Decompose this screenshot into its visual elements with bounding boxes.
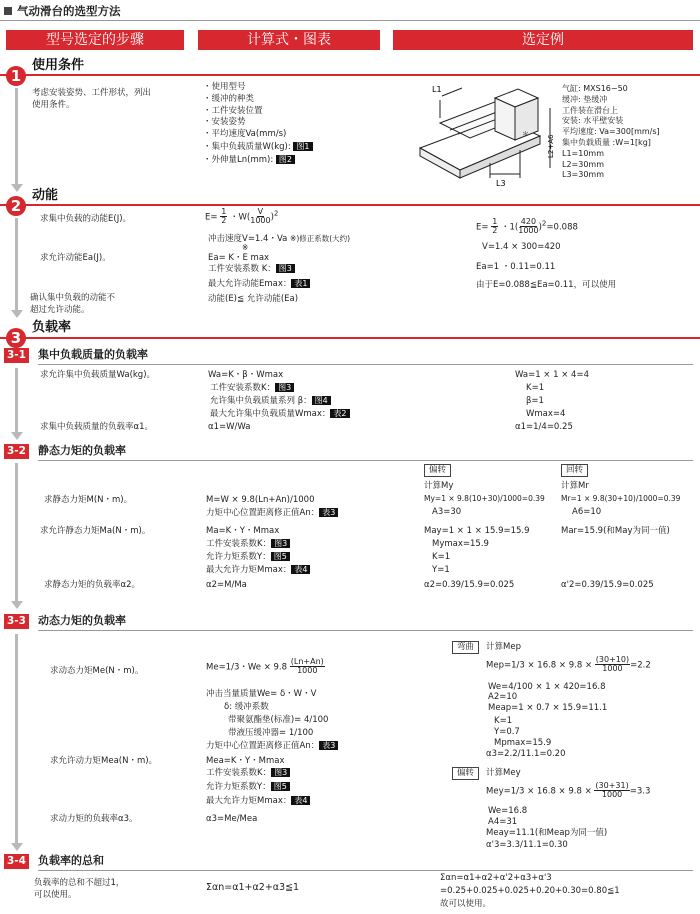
- s32-desc-1: 求静态力矩M(N・m)。: [44, 495, 133, 505]
- badge-tab3: 表3: [319, 508, 338, 517]
- column-header-formulas: 计算式・图表: [198, 30, 380, 50]
- example-ea: Ea=1 ・0.11=0.11: [476, 262, 556, 272]
- s33-delta: δ: 缓冲系数: [224, 702, 269, 712]
- s32-desc-2: 求允许静态力矩Ma(N・m)。: [40, 526, 151, 536]
- s34-ex-conclusion: 故可以使用。: [440, 899, 492, 909]
- s32-ex-mr: Mr=1 × 9.8(30+10)/1000=0.39: [561, 494, 681, 503]
- dim-l2: L2+A6: [547, 134, 555, 158]
- s32-ex-mr-title: 计算Mr: [561, 481, 589, 491]
- s31-ex-beta: β=1: [526, 396, 544, 406]
- s1-example-line: 气缸: MXS16−50: [562, 84, 628, 93]
- subsection-3-2-underline: [38, 460, 693, 461]
- formula-check: 动能(E)≦ 允许动能(Ea): [208, 294, 299, 304]
- badge-tab1: 表1: [291, 279, 310, 288]
- s34-ex-sum: Σαn=α1+α2+α'2+α3+α'3: [440, 873, 552, 883]
- badge-fig5: 图5: [271, 782, 290, 791]
- s32-ex-my: My=1 × 9.8(10+30)/1000=0.39: [424, 494, 545, 503]
- flow-arrow-1: [11, 184, 23, 192]
- s32-formula-y: 允许力矩系数Y： 图5: [206, 552, 290, 563]
- s33-ex-meay: Meay=11.1(和Meap为同一值): [486, 828, 608, 838]
- s33-ex-mep-title: 计算Mep: [486, 642, 521, 652]
- subsection-3-3-title: 动态力矩的负载率: [38, 614, 126, 627]
- section-2-title: 动能: [32, 188, 59, 203]
- subsection-3-4-title: 负载率的总和: [38, 854, 104, 867]
- s33-formula-mmax: 最大允许力矩Mmax： 表4: [206, 796, 310, 807]
- s1-example-line: 平均速度: Va=300[mm/s]: [562, 127, 660, 137]
- section-1-line: [0, 74, 700, 76]
- section-3-number: 3: [6, 328, 26, 348]
- s33-formula-we: 冲击当量质量We= δ・W・V: [206, 689, 317, 699]
- flow-line-3-2: [15, 463, 18, 603]
- s1-item: ・工件安装位置: [203, 105, 263, 116]
- section-3-title: 负载率: [32, 320, 72, 335]
- s33-formula-an: 力矩中心位置距离修正值An： 表3: [206, 741, 338, 752]
- s34-desc-2: 可以使用。: [34, 890, 77, 900]
- s32-ex-k: K=1: [432, 552, 451, 562]
- s31-formula-beta: 允许集中负载质量系列 β： 图4: [210, 396, 331, 407]
- flow-arrow-3-2: [11, 601, 23, 609]
- s2-desc-allowable: 求允许动能Ea(J)。: [40, 253, 111, 263]
- s33-ex-alpha3: α3=2.2/11.1=0.20: [486, 749, 566, 759]
- s1-example-line: 工件装在滑台上: [562, 105, 618, 115]
- s1-item: ・使用型号: [203, 82, 246, 92]
- column-header-steps: 型号选定的步骤: [6, 30, 184, 50]
- section-3-line: [0, 337, 700, 339]
- s1-example: [562, 84, 660, 181]
- s1-example-line: L3=30mm: [562, 170, 605, 180]
- s2-desc-check-1: 确认集中负载的动能不: [30, 293, 116, 303]
- badge-fig3: 图3: [271, 539, 290, 548]
- example-check: 由于E=0.088≦Ea=0.11，可以使用: [476, 280, 617, 290]
- fraction-half: $\frac{1}{2}$: [221, 207, 227, 226]
- s1-item: ・安装姿势: [203, 117, 246, 128]
- s33-delta-shock: 带液压缓冲器= 1/100: [228, 728, 314, 738]
- s1-item: ・集中负载质量W(kg): 图1: [203, 141, 313, 154]
- s31-desc-1: 求允许集中负载质量Wa(kg)。: [40, 370, 156, 380]
- flow-line-2: [15, 218, 18, 313]
- s33-formula-alpha3: α3=Me/Mea: [206, 814, 258, 824]
- s31-ex-alpha1: α1=1/4=0.25: [515, 422, 573, 432]
- subsection-3-4-underline: [38, 870, 693, 871]
- s32-ex-a6: A6=10: [572, 507, 602, 517]
- column-header-example: 选定例: [393, 30, 693, 50]
- s33-ex-mep: Mep=1/3 × 16.8 × 9.8 × $\frac{(30+10)}{1000}$ =2.2: [486, 655, 651, 674]
- flow-line-3-1: [15, 368, 18, 434]
- badge-fig2: 图2: [276, 155, 295, 164]
- s1-example-line: 集中负载质量 :W=1[kg]: [562, 137, 651, 147]
- s2-desc-check-2: 超过允许动能。: [30, 305, 90, 315]
- badge-fig3: 图3: [275, 383, 294, 392]
- s34-formula-sum: Σαn=α1+α2+α3≦1: [206, 882, 300, 893]
- badge-fig4: 图4: [312, 396, 331, 405]
- s34-ex-values: =0.25+0.025+0.025+0.20+0.30=0.80≦1: [440, 886, 620, 896]
- s33-ex-mpmax: Mpmax=15.9: [494, 738, 552, 748]
- s33-formula-me: Me=1/3・We × 9.8 $\frac{(Ln+An)}{1000}$: [206, 657, 324, 676]
- center-mark: ＊: [522, 130, 529, 138]
- header-square-icon: [4, 7, 12, 15]
- page-title: 气动滑台的选型方法: [17, 4, 121, 18]
- page-header: [4, 4, 121, 18]
- subsection-3-4-number: 3-4: [4, 854, 29, 869]
- s31-ex-k: K=1: [526, 383, 545, 393]
- s31-ex-wmax: Wmax=4: [526, 409, 566, 419]
- s1-desc-1: 考虑安装姿势、工件形状，列出: [32, 88, 152, 98]
- subsection-3-1-number: 3-1: [4, 348, 29, 363]
- subsection-3-3-underline: [38, 630, 693, 631]
- subsection-3-2-title: 静态力矩的负载率: [38, 444, 126, 457]
- s31-formula-alpha1: α1=W/Wa: [208, 422, 251, 432]
- s1-example-line: 安装: 水平壁安装: [562, 116, 624, 126]
- badge-fig5: 图5: [271, 552, 290, 561]
- badge-fig3: 图3: [271, 768, 290, 777]
- s32-formula-mmax: 最大允许力矩Mmax： 表4: [206, 565, 310, 576]
- header-divider: [0, 20, 700, 21]
- s34-desc-1: 负载率的总和不超过1，: [34, 878, 125, 888]
- section-2-number: 2: [6, 196, 26, 216]
- s33-desc-1: 求动态力矩Me(N・m)。: [50, 666, 144, 676]
- s33-formula-mea: Mea=K・Y・Mmax: [206, 756, 285, 766]
- s31-ex-wa: Wa=1 × 1 × 4=4: [515, 370, 589, 380]
- s1-conditions-list: [203, 82, 313, 167]
- subsection-3-2-number: 3-2: [4, 444, 29, 459]
- s33-ex-alpha3-yaw: α'3=3.3/11.1=0.30: [486, 840, 568, 850]
- flow-line-3-3: [15, 634, 18, 846]
- s31-formula-k: 工件安装系数K： 图3: [210, 383, 294, 394]
- s33-delta-urethane: 带聚氨酯垫(标准)= 4/100: [228, 715, 329, 725]
- formula-emax: 最大允许动能Emax： 表1: [208, 279, 310, 290]
- badge-fig1: 图1: [293, 142, 312, 151]
- badge-tab4: 表4: [291, 565, 310, 574]
- subsection-3-1-title: 集中负载质量的负载率: [38, 348, 148, 361]
- s31-desc-2: 求集中负载质量的负载率α1。: [40, 422, 154, 432]
- s32-ex-alpha2: α2=0.39/15.9=0.025: [424, 580, 515, 590]
- label-roll: 回转: [561, 464, 588, 477]
- s1-desc-2: 使用条件。: [32, 100, 75, 110]
- s32-ex-y: Y=1: [432, 565, 450, 575]
- dim-l3: L3: [496, 179, 506, 188]
- label-yaw: 偏转: [452, 767, 479, 780]
- s32-formula-alpha2: α2=M/Ma: [206, 580, 247, 590]
- s32-ex-mar: Mar=15.9(和May为同一值): [561, 526, 670, 536]
- s1-example-line: L1=10mm: [562, 148, 605, 158]
- s1-item: ・平均速度Va(mm/s): [203, 129, 287, 140]
- s32-formula-k: 工件安装系数K： 图3: [206, 539, 290, 550]
- s33-desc-3: 求动力矩的负载率α3。: [50, 814, 138, 824]
- formula-k: 工件安装系数 K： 图3: [208, 264, 295, 275]
- s32-ex-a3: A3=30: [432, 507, 462, 517]
- badge-tab3: 表3: [319, 741, 338, 750]
- s33-formula-k: 工件安装系数K： 图3: [206, 768, 290, 779]
- slide-table-diagram: [410, 78, 558, 190]
- badge-tab4: 表4: [291, 796, 310, 805]
- s31-formula-wa: Wa=K・β・Wmax: [208, 370, 284, 380]
- s33-ex-k: K=1: [494, 716, 513, 726]
- subsection-3-3-number: 3-3: [4, 614, 29, 629]
- label-bend: 弯曲: [452, 641, 479, 654]
- dim-l1: L1: [432, 85, 442, 94]
- s33-desc-2: 求允许动力矩Mea(N・m)。: [50, 756, 158, 766]
- flow-arrow-3-3: [11, 843, 23, 851]
- formula-ea: Ea= K・E max: [208, 253, 270, 263]
- example-energy: E= $\frac{1}{2}$ ・1( $\frac{420}{1000}$ )$^2$=0.088: [476, 217, 578, 236]
- s1-example-line: L2=30mm: [562, 159, 605, 169]
- s1-item: ・缓冲的种类: [203, 93, 255, 104]
- section-1-number: 1: [6, 66, 26, 86]
- formula-impact-velocity: 冲击速度V=1.4・Va ※)修正系数(大约): [208, 234, 351, 244]
- badge-fig3: 图3: [276, 264, 295, 273]
- flow-arrow-2: [11, 310, 23, 318]
- s31-formula-wmax: 最大允许集中负载质量Wmax： 表2: [210, 409, 350, 420]
- s32-ex-alpha2-roll: α'2=0.39/15.9=0.025: [561, 580, 654, 590]
- s32-ex-my-title: 计算My: [424, 481, 454, 491]
- example-velocity: V=1.4 × 300=420: [482, 242, 561, 252]
- formula-energy: E= $\frac{1}{2}$ ・W( $\frac{V}{1000}$ )$^2$: [205, 207, 279, 226]
- s33-ex-mey: Mey=1/3 × 16.8 × 9.8 × $\frac{(30+31)}{1000}$ =3.3: [486, 781, 651, 800]
- badge-tab2: 表2: [330, 409, 349, 418]
- flow-line-1: [15, 88, 18, 188]
- s33-ex-we: We=4/100 × 1 × 420=16.8: [488, 682, 606, 692]
- subsection-3-1-underline: [38, 364, 693, 365]
- velocity-note-mark: ※: [242, 243, 249, 252]
- s33-ex-y: Y=0.7: [494, 727, 520, 737]
- s32-formula-an: 力矩中心位置距离修正值An： 表3: [206, 508, 338, 519]
- section-1-title: 使用条件: [32, 58, 85, 73]
- s33-ex-a2: A2=10: [488, 692, 518, 702]
- s33-ex-we2: We=16.8: [488, 806, 528, 816]
- s32-formula-ma: Ma=K・Y・Mmax: [206, 526, 280, 536]
- s32-ex-mymax: Mymax=15.9: [432, 539, 489, 549]
- s32-ex-may: May=1 × 1 × 15.9=15.9: [424, 526, 530, 536]
- label-pitch: 偏转: [424, 464, 451, 477]
- s2-desc-energy: 求集中负载的动能E(J)。: [40, 214, 132, 224]
- s32-formula-m: M=W × 9.8(Ln+An)/1000: [206, 495, 315, 505]
- s32-desc-3: 求静态力矩的负载率α2。: [44, 580, 141, 590]
- s33-formula-y: 允许力矩系数Y： 图5: [206, 782, 290, 793]
- s1-item: ・外伸量Ln(mm): 图2: [203, 154, 313, 167]
- s33-ex-mey-title: 计算Mey: [486, 768, 521, 778]
- section-2-line: [0, 204, 700, 206]
- s33-ex-a4: A4=31: [488, 817, 518, 827]
- s1-example-line: 缓冲: 垫缓冲: [562, 94, 608, 104]
- flow-arrow-3-1: [11, 432, 23, 440]
- s33-ex-meap: Meap=1 × 0.7 × 15.9=11.1: [488, 703, 608, 713]
- fraction-v: $\frac{V}{1000}$: [250, 207, 271, 226]
